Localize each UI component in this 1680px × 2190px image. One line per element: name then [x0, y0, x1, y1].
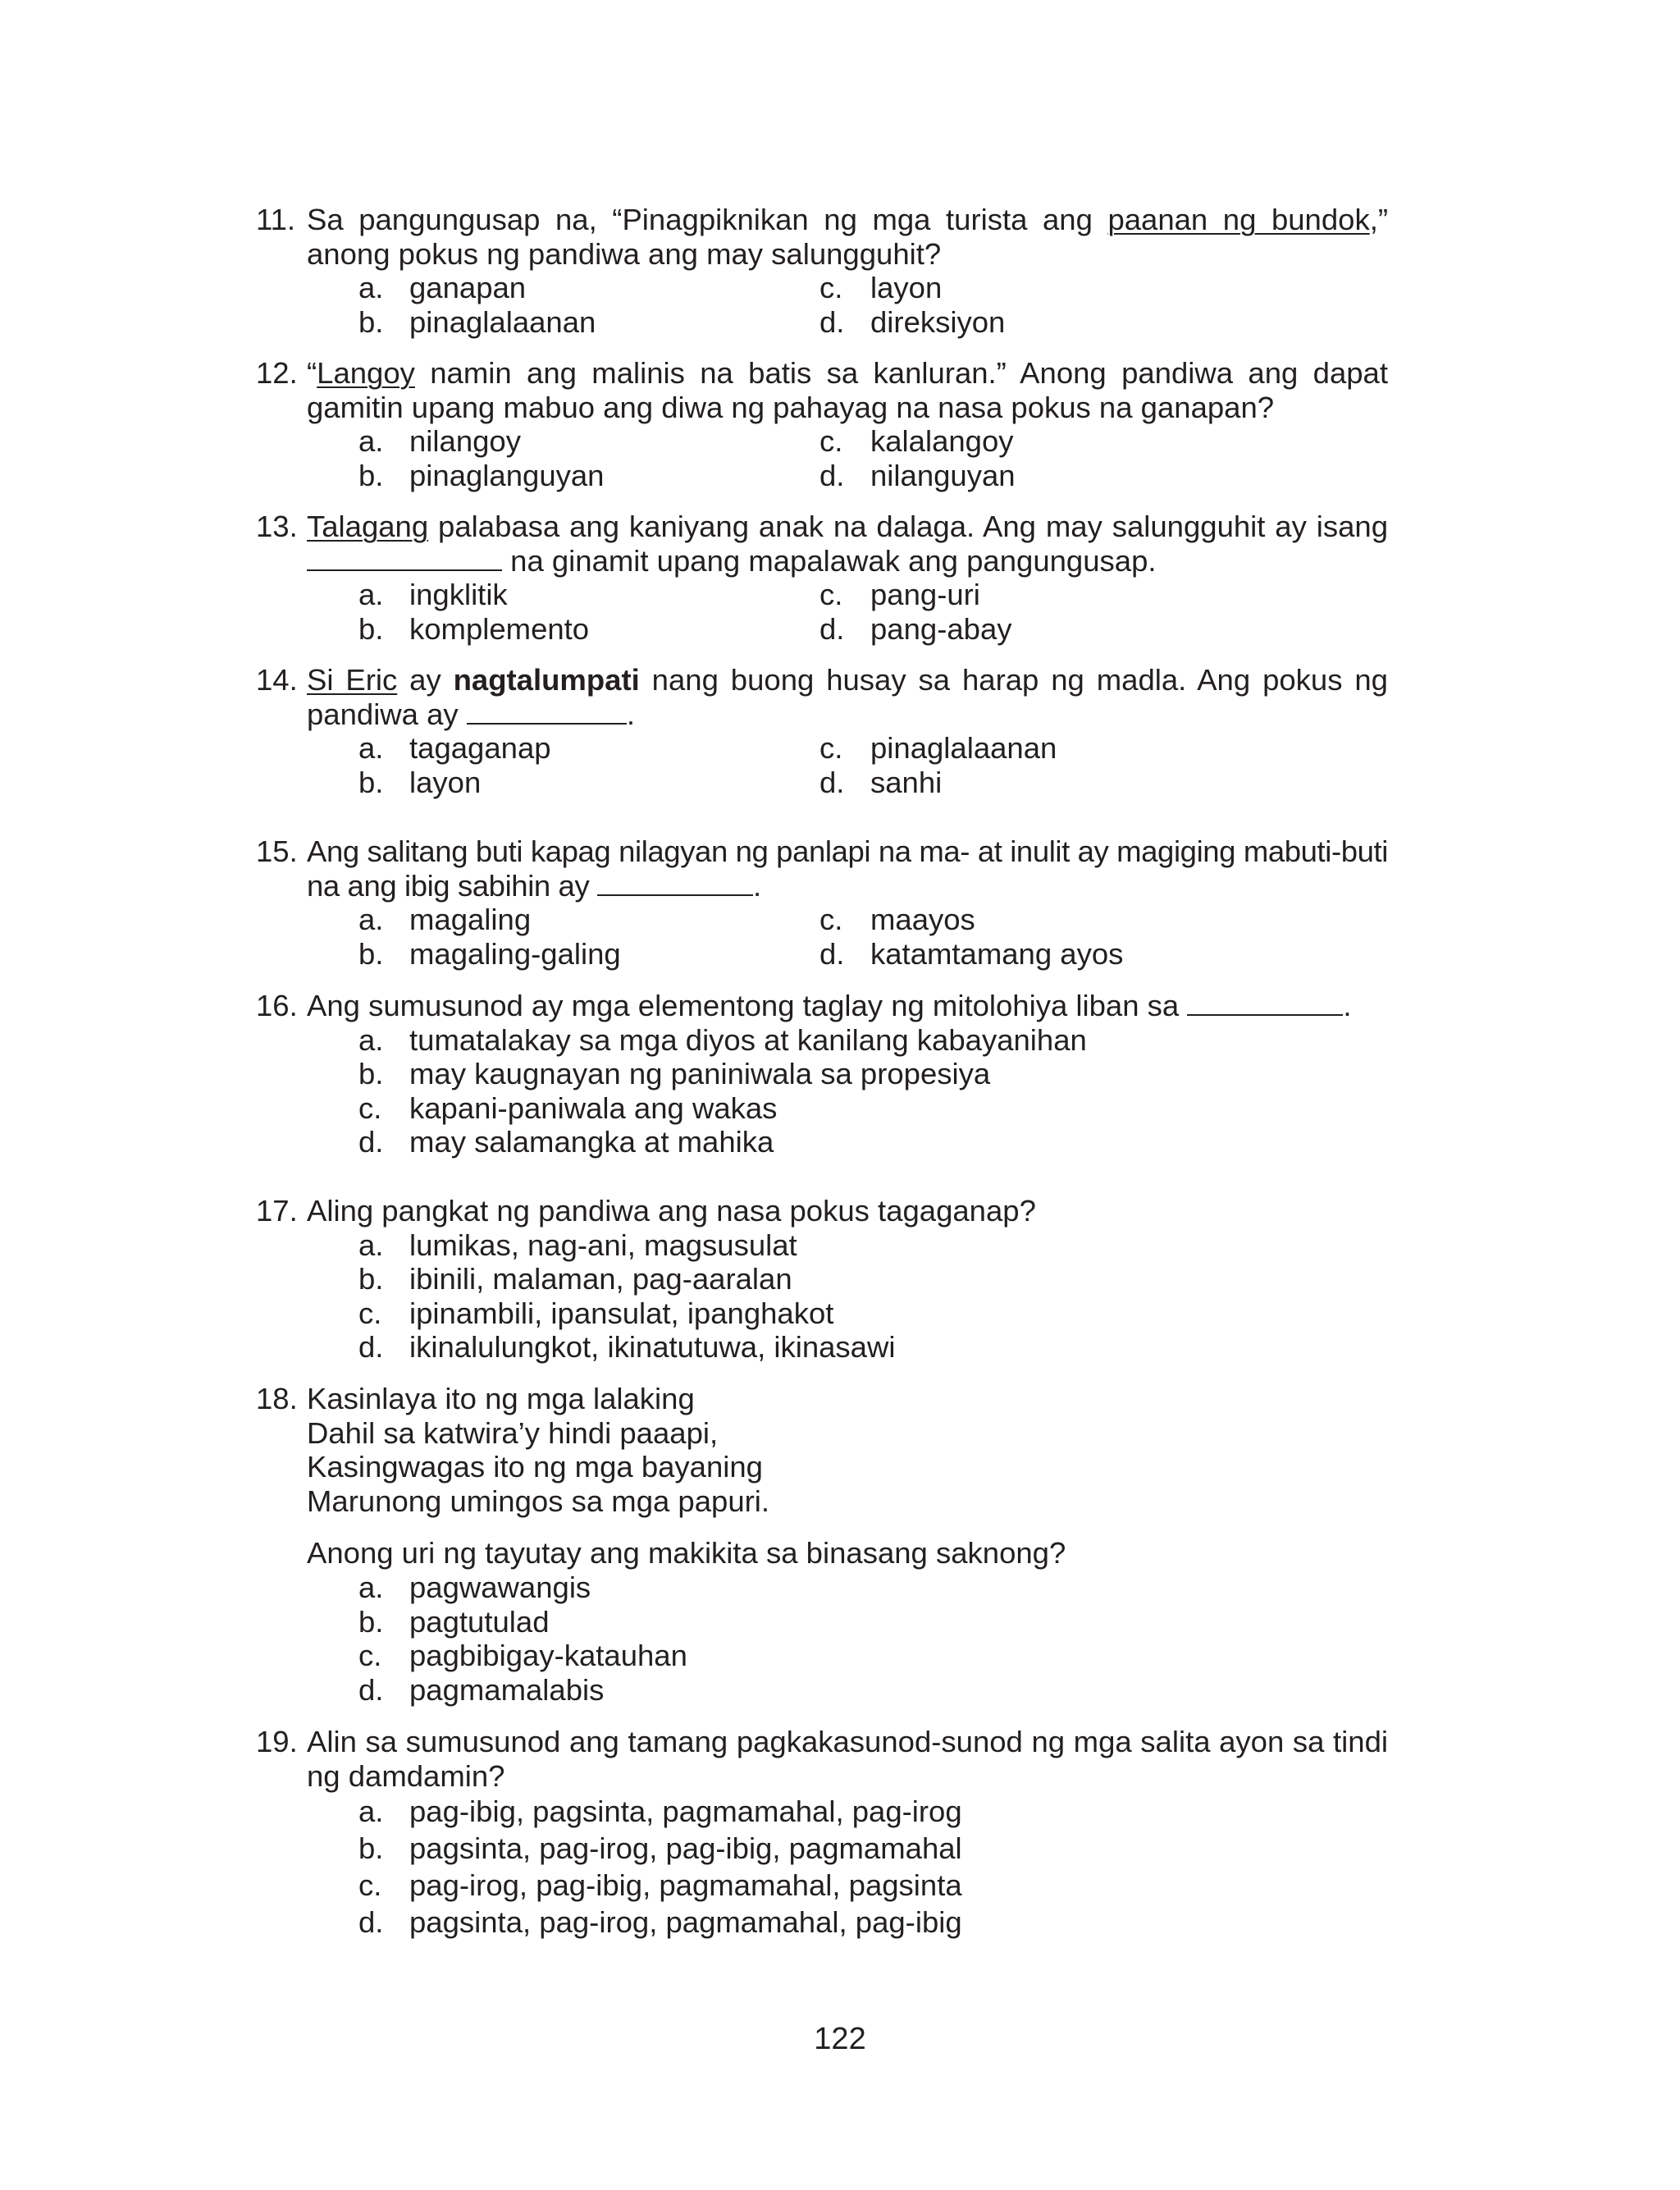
question-text: Anong uri ng tayutay ang makikita sa binasang saknong?: [307, 1536, 1066, 1570]
question-number: 12.: [256, 356, 298, 390]
answer-options: [358, 1570, 1388, 1707]
question-15: [256, 834, 1388, 971]
option-a: a. ingklitik: [358, 578, 508, 612]
option-c: c. pagbibigay-katauhan: [358, 1639, 687, 1673]
question-18: [256, 1382, 1388, 1707]
option-d: d. katamtamang ayos: [819, 936, 1124, 971]
underlined-word: Langoy: [317, 356, 415, 390]
answer-options: [358, 1793, 1388, 1941]
question-17: [256, 1194, 1388, 1365]
option-b: b. pagsinta, pag-irog, pag-ibig, pagmamahal: [358, 1831, 962, 1866]
stanza-line: Dahil sa katwira’y hindi paaapi,: [307, 1415, 719, 1450]
question-text: “Langoy namin ang malinis na batis sa kanluran.” Anong pandiwa ang dapat gamitin upang mabuo ang diwa ng pahayag na nasa pokus na ganapan?: [307, 356, 1388, 424]
option-b: b. komplemento: [358, 611, 590, 646]
answer-blank: [597, 870, 753, 896]
option-d: d. may salamangka at mahika: [358, 1125, 774, 1159]
answer-options: [358, 903, 1388, 971]
option-a: a. nilangoy: [358, 424, 521, 459]
question-number: 19.: [256, 1725, 298, 1758]
answer-options: [358, 578, 1388, 646]
answer-options: [358, 1023, 1388, 1159]
option-d: d. nilanguyan: [819, 458, 1016, 492]
poem-stanza: [307, 1382, 1388, 1518]
option-b: b. pinaglalaanan: [358, 304, 596, 339]
option-a: a. pag-ibig, pagsinta, pagmamahal, pag-irog: [358, 1795, 962, 1829]
option-a: a. lumikas, nag-ani, magsusulat: [358, 1228, 797, 1262]
question-number: 13.: [256, 510, 298, 543]
question-number: 16.: [256, 989, 298, 1022]
question-text: Talagang palabasa ang kaniyang anak na dalaga. Ang may salungguhit ay isang na ginamit upang mapalawak ang pangungusap.: [307, 510, 1388, 578]
answer-options: [358, 424, 1388, 492]
option-c: c. pinaglalaanan: [819, 731, 1057, 766]
question-11: [256, 203, 1388, 339]
answer-options: [358, 271, 1388, 339]
underlined-phrase: paanan ng bundok: [1107, 203, 1370, 236]
question-text: Alin sa sumusunod ang tamang pagkakasunod-sunod ng mga salita ayon sa tindi ng damdamin?: [307, 1725, 1388, 1793]
question-number: 17.: [256, 1194, 298, 1228]
option-a: a. magaling: [358, 903, 532, 937]
option-c: c. kalalangoy: [819, 424, 1014, 459]
answer-blank: [307, 545, 502, 571]
question-text: Si Eric ay nagtalumpati nang buong husay sa harap ng madla. Ang pokus ng pandiwa ay .: [307, 663, 1388, 731]
option-d: d. pagsinta, pag-irog, pagmamahal, pag-ibig: [358, 1905, 962, 1940]
question-text: Sa pangungusap na, “Pinagpiknikan ng mga turista ang paanan ng bundok,” anong pokus ng pandiwa ang may salungguhit?: [307, 203, 1388, 271]
question-text: Ang sumusunod ay mga elementong taglay ng mitolohiya liban sa .: [307, 989, 1352, 1022]
option-d: d. sanhi: [819, 765, 943, 799]
option-b: b. magaling-galing: [358, 936, 621, 971]
option-c: c. layon: [819, 271, 943, 305]
option-b: b. pagtutulad: [358, 1604, 550, 1639]
answer-options: [358, 731, 1388, 799]
option-c: c. ipinambili, ipansulat, ipanghakot: [358, 1296, 834, 1330]
page-number: 122: [814, 2022, 866, 2056]
option-b: b. ibinili, malaman, pag-aaralan: [358, 1262, 792, 1296]
option-d: d. pagmamalabis: [358, 1672, 605, 1707]
option-b: b. may kaugnayan ng paniniwala sa propesiya: [358, 1057, 991, 1091]
question-text: Aling pangkat ng pandiwa ang nasa pokus tagaganap?: [307, 1194, 1036, 1228]
answer-blank: [467, 698, 627, 725]
answer-blank: [1187, 990, 1343, 1016]
question-16: [256, 989, 1388, 1159]
stanza-line: Kasingwagas ito ng mga bayaning: [307, 1450, 763, 1484]
option-c: c. pang-uri: [819, 578, 980, 612]
option-a: a. ganapan: [358, 271, 527, 305]
answer-options: [358, 1228, 1388, 1365]
question-number: 14.: [256, 663, 298, 697]
option-b: b. pinaglanguyan: [358, 458, 605, 492]
option-a: a. tagaganap: [358, 731, 551, 766]
option-a: a. tumatalakay sa mga diyos at kanilang kabayanihan: [358, 1022, 1087, 1057]
question-13: [256, 510, 1388, 646]
underlined-word: Talagang: [307, 510, 429, 543]
question-19: [256, 1725, 1388, 1941]
question-14: [256, 663, 1388, 799]
stanza-line: Marunong umingos sa mga papuri.: [307, 1484, 770, 1518]
option-c: c. maayos: [819, 903, 975, 937]
option-d: d. pang-abay: [819, 611, 1012, 646]
option-c: c. pag-irog, pag-ibig, pagmamahal, pagsinta: [358, 1868, 962, 1903]
question-number: 11.: [256, 203, 296, 236]
stanza-line: Kasinlaya ito ng mga lalaking: [307, 1382, 695, 1415]
question-number: 15.: [256, 834, 298, 868]
underlined-subject: Si Eric: [307, 663, 398, 697]
option-d: d. direksiyon: [819, 304, 1006, 339]
option-a: a. pagwawangis: [358, 1570, 591, 1604]
option-d: d. ikinalulungkot, ikinatutuwa, ikinasawi: [358, 1330, 896, 1365]
question-number: 18.: [256, 1382, 298, 1415]
question-12: [256, 356, 1388, 492]
bold-verb: nagtalumpati: [453, 663, 640, 697]
option-c: c. kapani-paniwala ang wakas: [358, 1090, 778, 1125]
option-b: b. layon: [358, 765, 482, 799]
question-text: Ang salitang buti kapag nilagyan ng panlapi na ma- at inulit ay magiging mabuti-buti na ang ibig sabihin ay .: [307, 834, 1388, 903]
